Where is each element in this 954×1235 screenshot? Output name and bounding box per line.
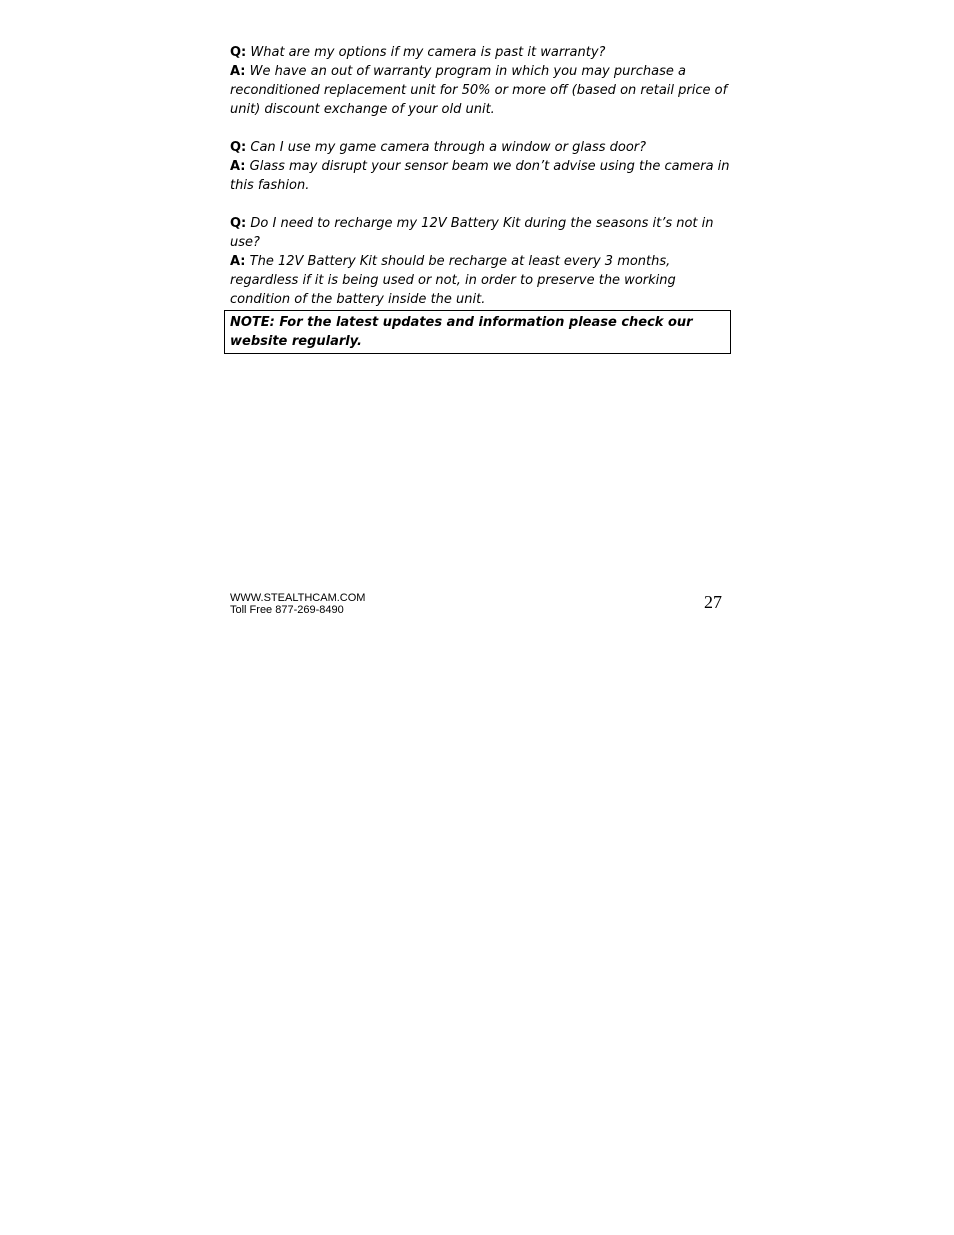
question-text: Do I need to recharge my 12V Battery Kit during the seasons it’s not in use? [230,216,714,250]
answer-line [230,62,730,119]
question-text: What are my options if my camera is past it warranty? [250,45,606,60]
faq-item [230,214,730,309]
faq-item [230,138,730,195]
question-label: Q: [230,45,247,60]
toll-free-phone: Toll Free 877-269-8490 [230,604,344,616]
page-number: 27 [704,592,722,612]
question-label: Q: [230,140,247,155]
question-line [230,43,730,62]
answer-line [230,157,730,195]
answer-label: A: [230,159,246,174]
answer-text: The 12V Battery Kit should be recharge at least every 3 months, regardless if it is being used or not, in order to preserve the working condition of the battery inside the unit. [230,254,676,307]
faq-list [230,43,730,328]
question-text: Can I use my game camera through a window or glass door? [250,140,647,155]
answer-text: Glass may disrupt your sensor beam we don’t advise using the camera in this fashion. [230,159,730,193]
website-url: WWW.STEALTHCAM.COM [230,592,366,604]
answer-line [230,252,730,309]
question-label: Q: [230,216,247,231]
footer-contact [230,592,365,616]
note-box: NOTE: For the latest updates and information please check our website regularly. [224,310,731,354]
answer-label: A: [230,254,246,269]
answer-text: We have an out of warranty program in which you may purchase a reconditioned replacement unit for 50% or more off (based on retail price of unit) discount exchange of your old unit. [230,64,728,117]
question-line [230,214,730,252]
answer-label: A: [230,64,246,79]
question-line [230,138,730,157]
faq-item [230,43,730,119]
